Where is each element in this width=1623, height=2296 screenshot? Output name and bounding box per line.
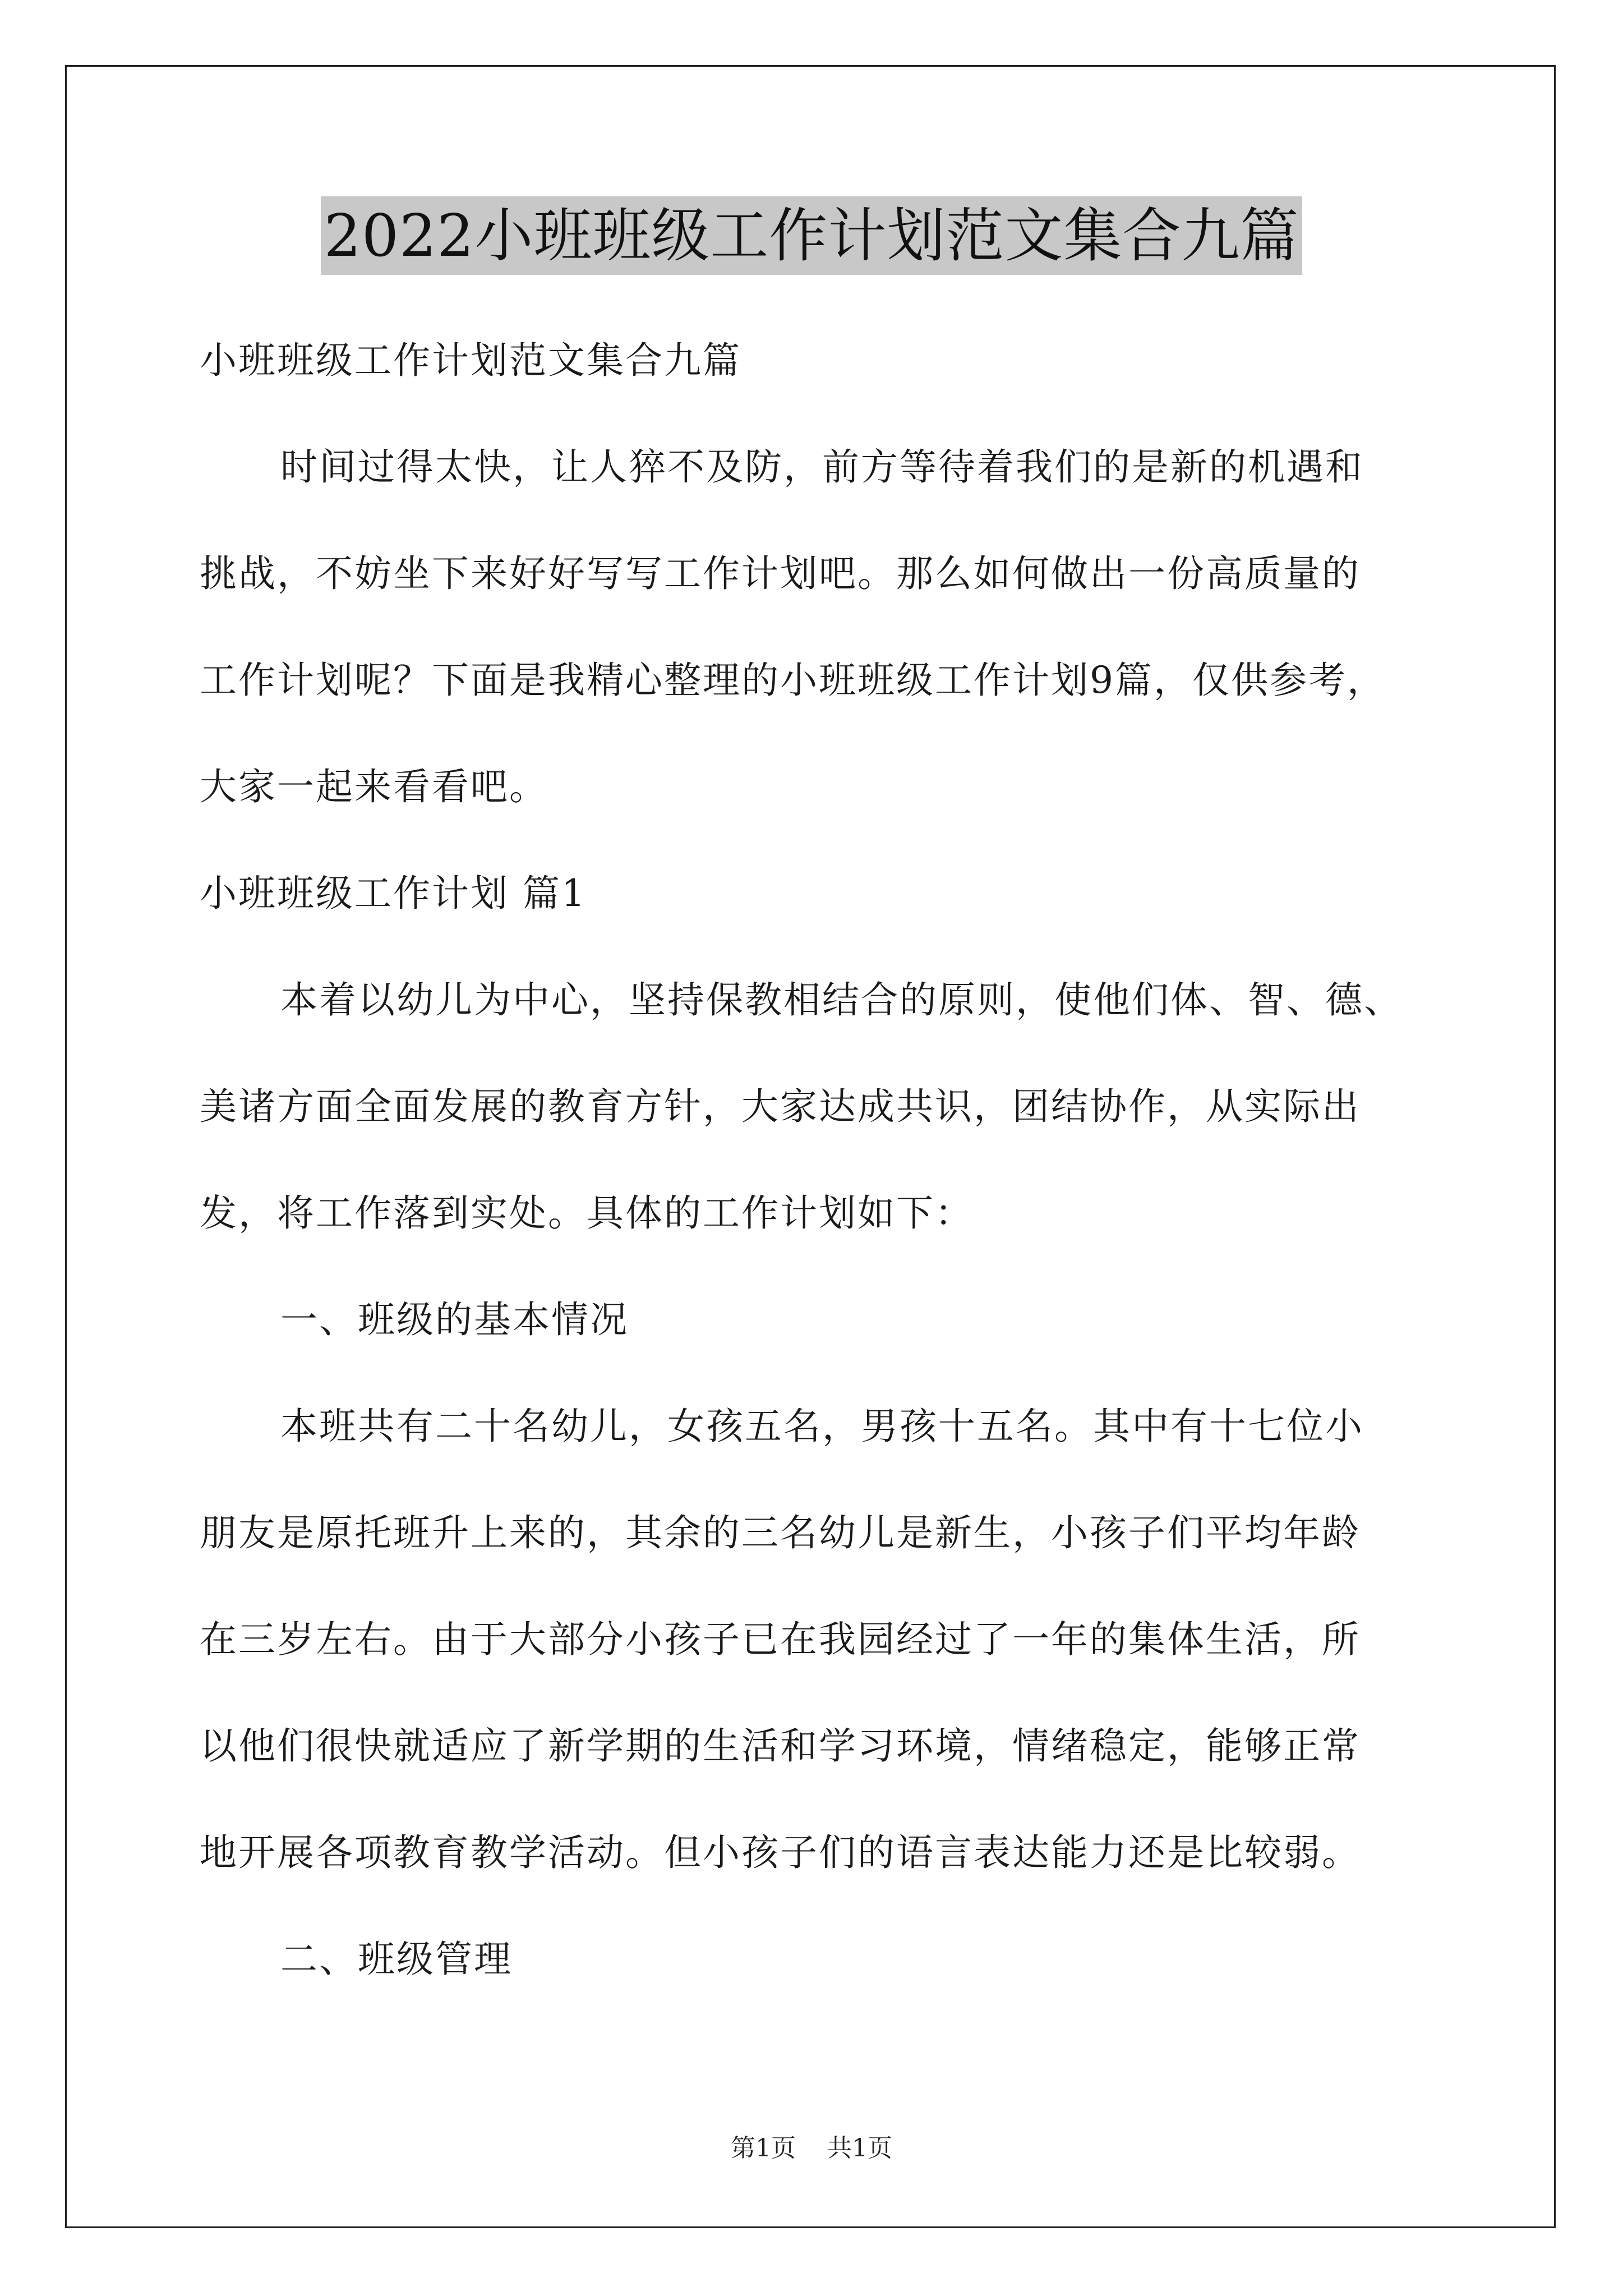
text-line: 小班班级工作计划 篇1 xyxy=(200,872,587,915)
text-line: 以他们很快就适应了新学期的生活和学习环境，情绪稳定，能够正常 xyxy=(200,1724,1361,1768)
document-body xyxy=(200,307,1478,2013)
text-line: 朋友是原托班升上来的，其余的三名幼儿是新生，小孩子们平均年龄 xyxy=(200,1511,1361,1554)
title-container xyxy=(0,196,1623,275)
page-number-current: 第1页 xyxy=(731,2134,796,2162)
text-line: 本着以幼儿为中心，坚持保教相结合的原则，使他们体、智、德、 xyxy=(280,978,1403,1022)
text-line: 小班班级工作计划范文集合九篇 xyxy=(200,339,741,382)
text-line: 发，将工作落到实处。具体的工作计划如下： xyxy=(200,1191,974,1235)
text-line: 本班共有二十名幼儿，女孩五名，男孩十五名。其中有十七位小 xyxy=(280,1405,1364,1448)
text-line: 在三岁左右。由于大部分小孩子已在我园经过了一年的集体生活，所 xyxy=(200,1618,1361,1661)
text-line: 美诸方面全面发展的教育方针，大家达成共识，团结协作，从实际出 xyxy=(200,1085,1361,1128)
text-line: 二、班级管理 xyxy=(280,1938,513,1981)
text-line: 地开展各项教育教学活动。但小孩子们的语言表达能力还是比较弱。 xyxy=(200,1831,1361,1874)
text-line: 时间过得太快，让人猝不及防，前方等待着我们的是新的机遇和 xyxy=(280,445,1364,489)
page-footer xyxy=(0,2132,1623,2165)
text-line: 挑战，不妨坐下来好好写写工作计划吧。那么如何做出一份高质量的 xyxy=(200,552,1361,595)
text-line: 大家一起来看看吧。 xyxy=(200,765,548,808)
text-line: 工作计划呢？下面是我精心整理的小班班级工作计划9篇，仅供参考， xyxy=(200,659,1386,702)
page-number-total: 共1页 xyxy=(827,2134,892,2162)
document-title: 2022小班班级工作计划范文集合九篇 xyxy=(321,196,1303,275)
text-line: 一、班级的基本情况 xyxy=(280,1298,629,1341)
